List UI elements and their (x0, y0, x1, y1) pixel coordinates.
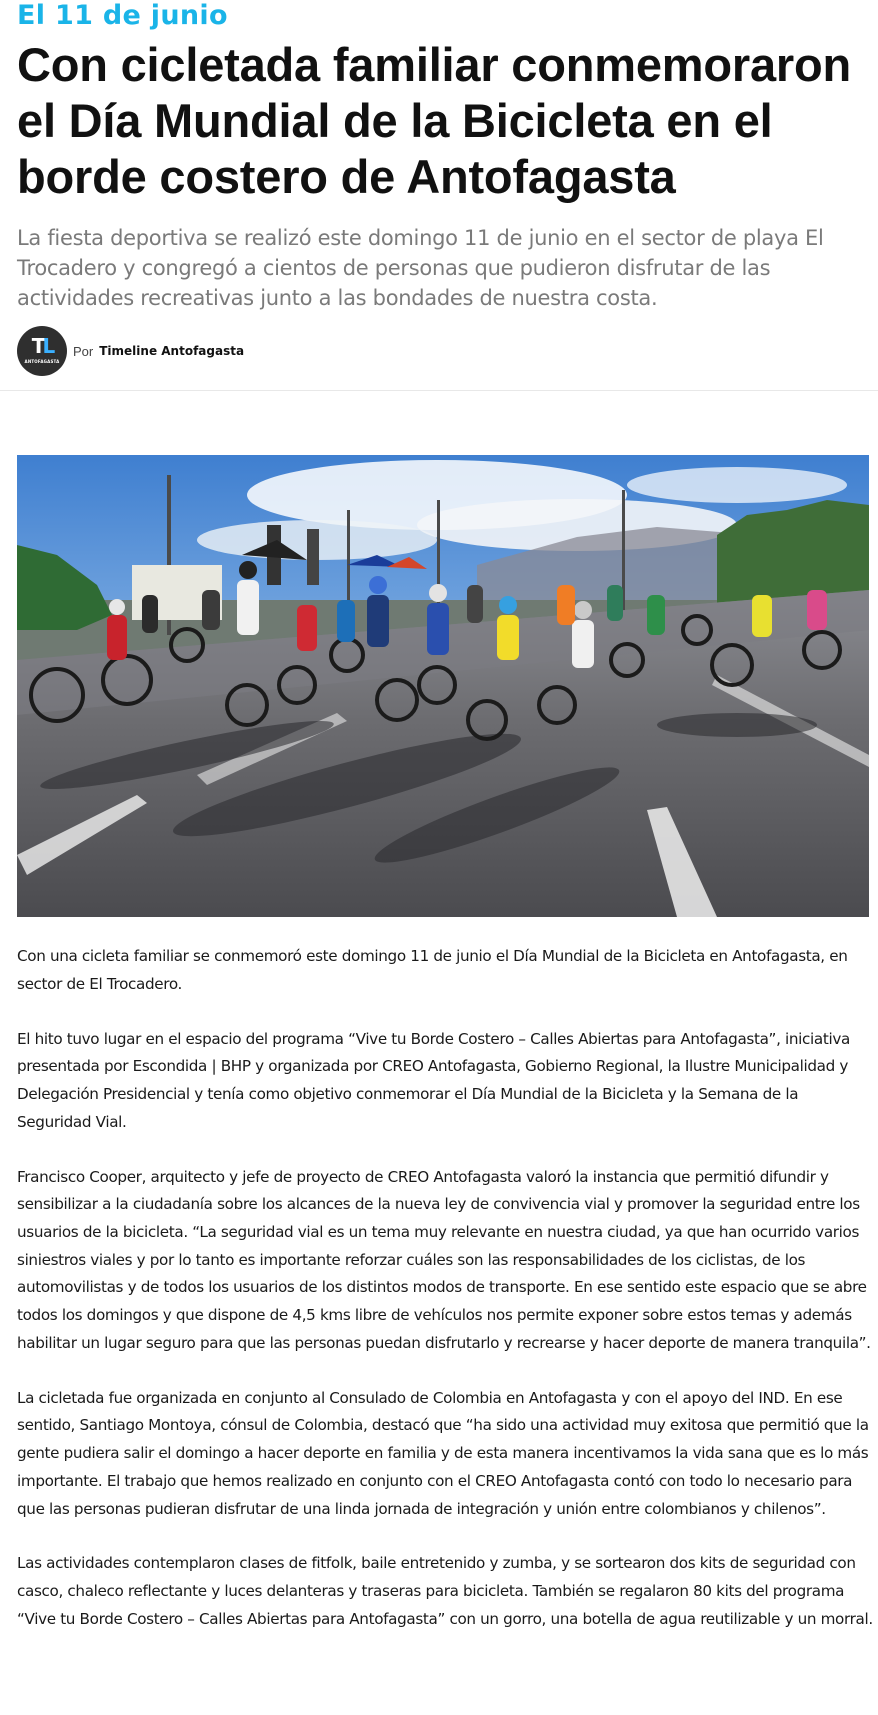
article-header (17, 0, 869, 377)
article-subtitle: La fiesta deportiva se realizó este domingo 11 de junio en el sector de playa El Trocadero y congregó a cientos de personas que pudieron disfrutar de las actividades recreativas junto a las bondades de nuestra costa. (17, 226, 824, 310)
cyclists-photo-illustration (17, 455, 869, 917)
article-paragraph: Francisco Cooper, arquitecto y jefe de proyecto de CREO Antofagasta valoró la instancia que permitió difundir y sensibilizar a la ciudadanía sobre los alcances de la nueva ley de convivencia vial y promover la seguridad entre los usuarios de la bicicleta. “La seguridad vial es un tema muy relevante en nuestra ciudad, ya que han ocurrido varios siniestros viales y por lo tanto es importante reforzar cuáles son las responsabilidades de los ciclistas, de los automovilistas y de todos los usuarios de los distintos modos de transporte. En ese sentido este espacio que se abre todos los domingos y que dispone de 4,5 kms libre de vehículos nos permite exponer sobre estos temas y además habilitar un lugar seguro para que las personas puedan disfrutarlo y recrearse y hacer deporte de manera tranquila”. (17, 1167, 871, 1352)
article-photo (17, 455, 869, 917)
byline-author-link[interactable]: Timeline Antofagasta (99, 344, 245, 358)
byline-prefix: Por (73, 343, 94, 359)
article-kicker: El 11 de junio (17, 0, 228, 31)
article-headline: Con cicletada familiar conmemoraron el Día Mundial de la Bicicleta en el borde costero de Antofagasta (17, 38, 852, 203)
author-logo-icon: TL (31, 334, 53, 358)
article-body (17, 943, 873, 1661)
author-logo-subtext: ANTOFAGASTA (24, 359, 60, 364)
article-paragraph: El hito tuvo lugar en el espacio del programa “Vive tu Borde Costero – Calles Abiertas para Antofagasta”, iniciativa presentada por Escondida | BHP y organizada por CREO Antofagasta, Gobierno Regional, la Ilustre Municipalidad y Delegación Presidencial y tenía como objetivo conmemorar el Día Mundial de la Bicicleta y la Semana de la Seguridad Vial. (17, 1029, 850, 1131)
article-paragraph: Las actividades contemplaron clases de fitfolk, baile entretenido y zumba, y se sortearon dos kits de seguridad con casco, chaleco reflectante y luces delanteras y traseras para bicicleta. También se regalaron 80 kits del programa “Vive tu Borde Costero – Calles Abiertas para Antofagasta” con un gorro, una botella de agua reutilizable y un morral. (17, 1554, 873, 1628)
byline (17, 325, 869, 377)
article-paragraph: La cicletada fue organizada en conjunto al Consulado de Colombia en Antofagasta y con el apoyo del IND. En ese sentido, Santiago Montoya, cónsul de Colombia, destacó que “ha sido una actividad muy exitosa que permitió que la gente pudiera salir el domingo a hacer deporte en familia y de esta manera incentivamos la vida sana que es lo más importante. El trabajo que hemos realizado en conjunto con el CREO Antofagasta contó con todo lo necesario para que las personas pudieran disfrutar de una linda jornada de integración y unión entre colombianos y chilenos”. (17, 1388, 869, 1518)
author-avatar[interactable] (17, 326, 67, 376)
header-divider (0, 390, 878, 391)
article-paragraph: Con una cicleta familiar se conmemoró este domingo 11 de junio el Día Mundial de la Bicicleta en Antofagasta, en sector de El Trocadero. (17, 947, 848, 993)
